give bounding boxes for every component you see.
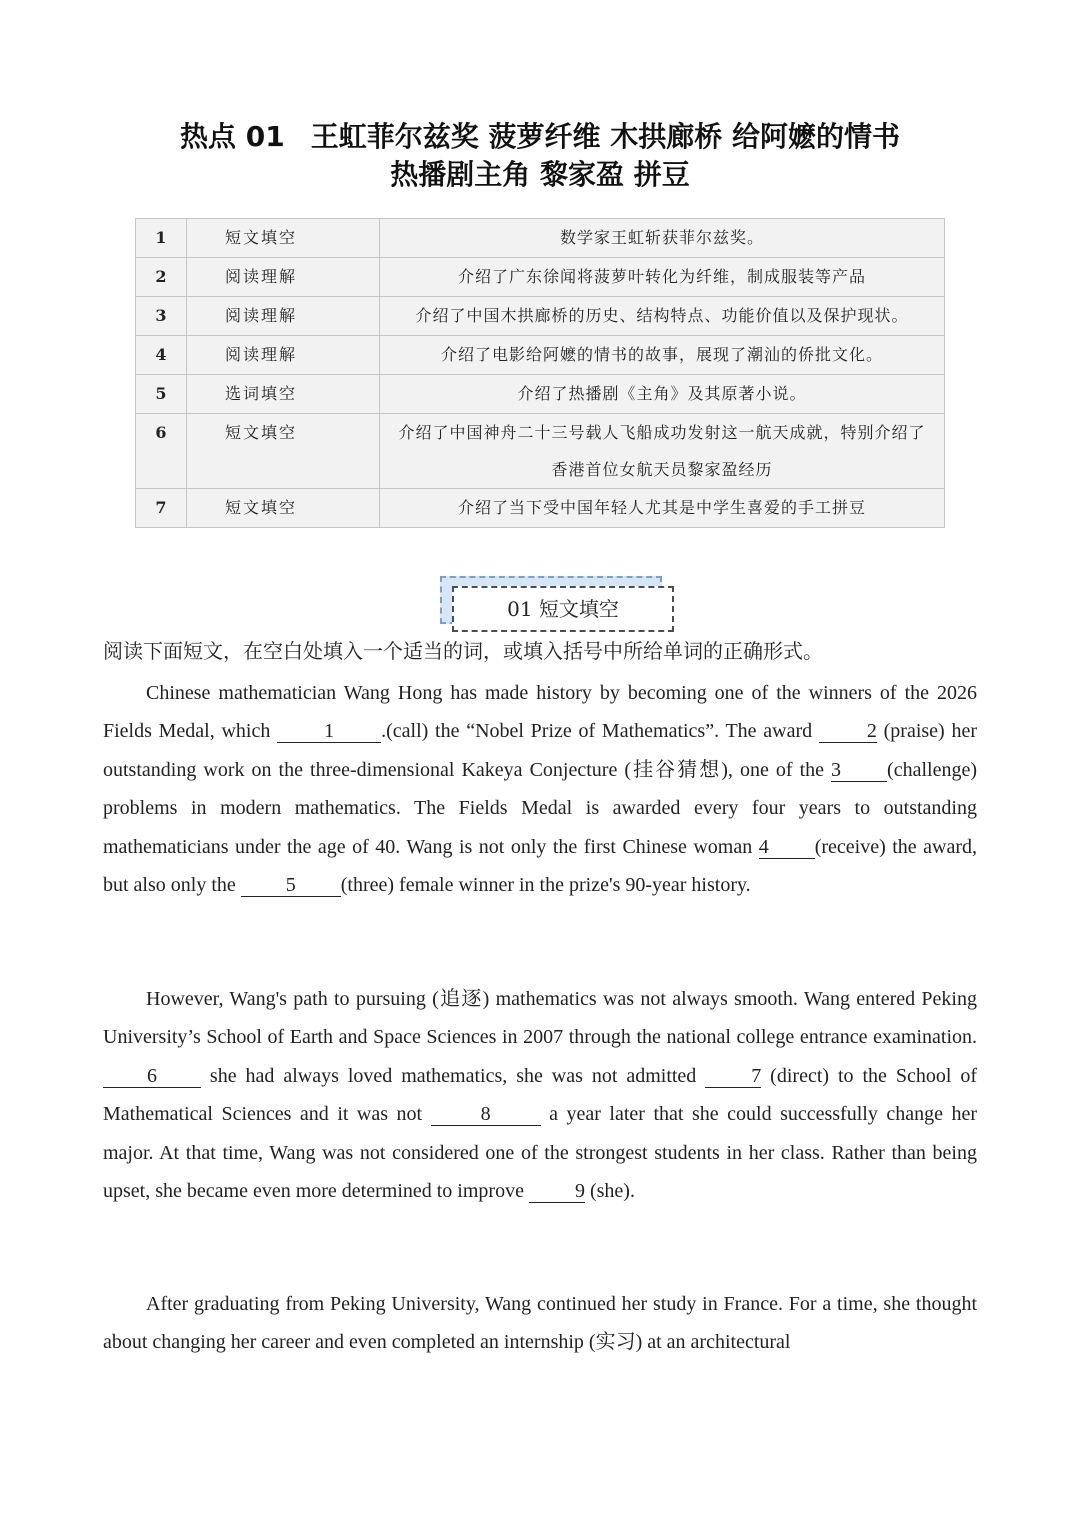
table-row: [136, 219, 945, 258]
passage-text: (she).: [584, 1180, 635, 1203]
row-description: 介绍了中国木拱廊桥的历史、结构特点、功能价值以及保护现状。: [380, 297, 945, 336]
blank-3: 3: [831, 759, 887, 782]
row-description: 介绍了电影给阿嬷的情书的故事，展现了潮汕的侨批文化。: [380, 336, 945, 375]
row-type: 短文填空: [187, 414, 380, 489]
row-number: 1: [136, 219, 187, 258]
row-number: 6: [136, 414, 187, 489]
blank-7: 7: [705, 1065, 761, 1088]
passage-paragraph-2: [103, 980, 977, 1210]
row-type: 短文填空: [187, 219, 380, 258]
table-row: [136, 336, 945, 375]
blank-9: 9: [529, 1180, 585, 1203]
summary-table: [135, 218, 945, 528]
row-type: 阅读理解: [187, 336, 380, 375]
row-description: 介绍了广东徐闻将菠萝叶转化为纤维，制成服装等产品: [380, 258, 945, 297]
row-description: 介绍了热播剧《主角》及其原著小说。: [380, 375, 945, 414]
row-description: [380, 414, 945, 489]
table-row: [136, 489, 945, 528]
passage-text: (direct) to the School of Mathematical Sciences and it was not: [103, 1064, 977, 1126]
passage-text: a year later that she could successfully change her major. At that time, Wang was not considered one of the strongest students in her class. Rather than being upset, she became even more determined to improve: [103, 1103, 978, 1203]
section-heading-badge: [440, 576, 660, 628]
row-number: 7: [136, 489, 187, 528]
table-row: [136, 375, 945, 414]
title-hotspot-number: 热点 01: [180, 120, 285, 153]
row-description: 介绍了当下受中国年轻人尤其是中学生喜爱的手工拼豆: [380, 489, 945, 528]
blank-1: 1: [277, 720, 381, 743]
page-title-line-1: [0, 118, 1080, 156]
row-description-line-2: 香港首位女航天员黎家盈经历: [551, 460, 773, 479]
row-number: 2: [136, 258, 187, 297]
table-row: [136, 414, 945, 489]
passage-text: (receive) the award, but also only the: [103, 835, 977, 897]
row-type: 阅读理解: [187, 258, 380, 297]
passage-text: (praise) her outstanding work on the three-dimensional Kakeya Conjecture (挂谷猜想), one of the: [103, 720, 977, 781]
passage-paragraph-1: [103, 674, 977, 904]
table-row: [136, 258, 945, 297]
passage-text: Chinese mathematician Wang Hong has made history by becoming one of the winners of the 2026 Fields Medal, which: [103, 682, 977, 743]
table-row: [136, 297, 945, 336]
row-number: 4: [136, 336, 187, 375]
section-heading: 01 短文填空: [452, 586, 674, 632]
row-description-line-1: 介绍了中国神舟二十三号载人飞船成功发射这一航天成就，特别介绍了: [398, 423, 926, 442]
blank-4: 4: [759, 836, 815, 859]
row-number: 5: [136, 375, 187, 414]
blank-2: 2: [819, 720, 877, 743]
passage-text: (three) female winner in the prize's 90-year history.: [340, 874, 751, 897]
blank-8: 8: [431, 1103, 541, 1126]
blank-6: 6: [103, 1065, 201, 1088]
row-description: 数学家王虹斩获菲尔兹奖。: [380, 219, 945, 258]
blank-5: 5: [241, 874, 341, 897]
row-type: 选词填空: [187, 375, 380, 414]
row-type: 阅读理解: [187, 297, 380, 336]
row-number: 3: [136, 297, 187, 336]
passage-text: .(call) the “Nobel Prize of Mathematics”. The award: [381, 720, 819, 743]
passage-text: (challenge) problems in modern mathematics. The Fields Medal is awarded every four years to outstanding mathematicians under the age of 40. Wang is not only the first Chinese woman: [103, 758, 977, 858]
exercise-instruction: 阅读下面短文，在空白处填入一个适当的词，或填入括号中所给单词的正确形式。: [103, 639, 823, 663]
passage-paragraph-3: After graduating from Peking University, Wang continued her study in France. For a time, she thought about changing her career and even completed an internship (实习) at an architectural: [103, 1293, 977, 1354]
page-title-line-2: 热播剧主角 黎家盈 拼豆: [390, 158, 690, 191]
row-type: 短文填空: [187, 489, 380, 528]
passage-text: However, Wang's path to pursuing (追逐) mathematics was not always smooth. Wang entered Peking University’s School of Earth and Space Sciences in 2007 through the national college entrance examination.: [103, 988, 977, 1049]
title-topics: 王虹菲尔兹奖 菠萝纤维 木拱廊桥 给阿嬷的情书: [310, 120, 900, 153]
passage-text: she had always loved mathematics, she was not admitted: [201, 1064, 706, 1087]
